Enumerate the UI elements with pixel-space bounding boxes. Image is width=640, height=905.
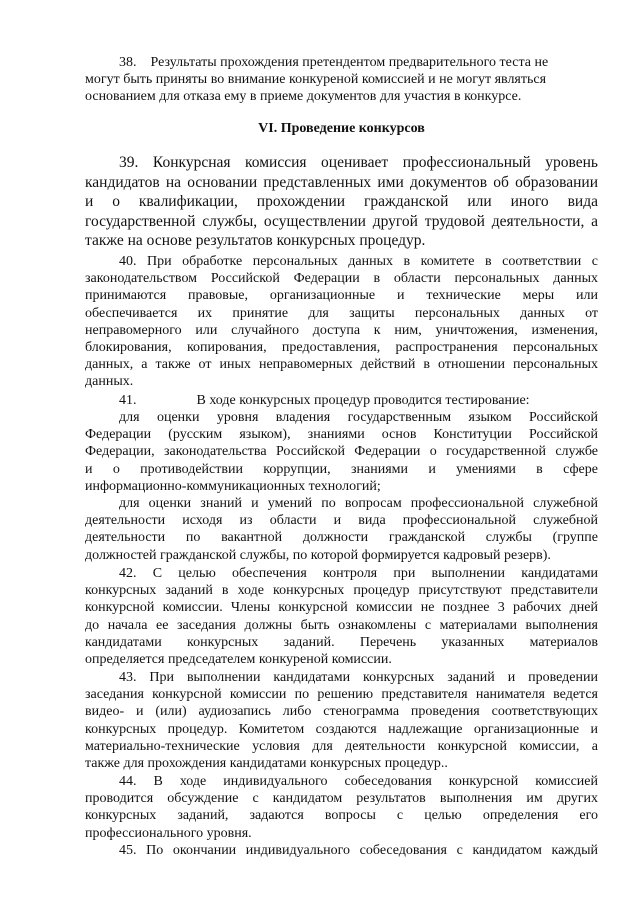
paragraph-line: также на основе результатов конкурсных процедур. (85, 232, 426, 250)
paragraph-line: деятельности исходя из области и вида профессиональной служебной (85, 513, 598, 529)
paragraph-45 (85, 842, 598, 859)
paragraph-line: конкурсных заданий, задаются вопросы с целью определения его (85, 808, 598, 824)
paragraph-line: профессионального уровня. (85, 825, 252, 841)
paragraph-line: 43. При выполнении кандидатами конкурсных заданий и проведении (119, 670, 598, 685)
paragraph-line: заседания конкурсной комиссии по решению представителя нанимателя ведется (85, 687, 598, 703)
paragraph-line: конкурсных заданий в ходе конкурсных процедур присутствуют представители (85, 583, 598, 599)
paragraph-line: материально-технические условия для деятельности конкурсной комиссии, а (85, 738, 598, 754)
paragraph-41b (85, 495, 598, 564)
paragraph-line: данных, а также от иных неправомерных действий в отношении персональных (85, 357, 598, 373)
paragraph-line: конкурсных процедур. Комитетом создаются надлежащие организационные и (85, 721, 598, 737)
paragraph-number: 41. (119, 393, 137, 408)
paragraph-number: 38. (119, 55, 137, 70)
paragraph-line: 40. При обработке персональных данных в комитете в соответствии с (119, 254, 598, 269)
paragraph-line: и о противодействии коррупции, знаниями и умениями в сфере (85, 461, 598, 477)
paragraph-line: для оценки знаний и умений по вопросам профессиональной служебной (119, 496, 598, 511)
paragraph-line: Федерации (русским языком), знаниями основ Конституции Российской (85, 427, 598, 443)
paragraph-line: неправомерного или случайного доступа к ним, уничтожения, изменения, (85, 322, 598, 338)
paragraph-38 (85, 54, 598, 106)
paragraph-39 (85, 153, 598, 251)
paragraph-line: для оценки уровня владения государственным языком Российской (119, 410, 598, 425)
paragraph-line: кандидатов на основании представленных ими документов об образовании (85, 173, 598, 191)
paragraph-line (85, 54, 598, 71)
paragraph-line: 42. С целью обеспечения контроля при выполнении кандидатами (119, 566, 598, 581)
paragraph-line: государственной службы, осуществлении другой трудовой деятельности, а (85, 212, 598, 230)
paragraph-line: 44. В ходе индивидуального собеседования конкурсной комиссией (119, 774, 598, 789)
paragraph-line: данных. (85, 374, 134, 390)
section-heading: VI. Проведение конкурсов (258, 121, 425, 136)
paragraph-line: информационно-коммуникационных технологий; (85, 478, 381, 494)
paragraph-line: блокирования, копирования, предоставления, распространения персональных (85, 340, 598, 356)
paragraph-line: кандидатами конкурсных заданий. Перечень указанных материалов (85, 634, 598, 650)
paragraph-text: Результаты прохождения претендентом предварительного теста не (150, 55, 549, 70)
paragraph-40 (85, 253, 598, 391)
paragraph-line: принимаются правовые, организационные и технические меры или (85, 288, 598, 304)
paragraph-44 (85, 773, 598, 842)
paragraph-43 (85, 669, 598, 772)
paragraph-42 (85, 565, 598, 668)
paragraph-line: 39. Конкурсная комиссия оценивает профессиональный уровень (119, 154, 598, 171)
paragraph-line: до начала ее заседания должны быть ознакомлены с материалами выполнения (85, 617, 598, 633)
paragraph-line: 45. По окончании индивидуального собеседования с кандидатом каждый (119, 843, 598, 858)
paragraph-line: обеспечивается их принятие для защиты персональных данных от (85, 305, 598, 321)
paragraph-text: В ходе конкурсных процедур проводится тестирование: (196, 393, 530, 408)
paragraph-line: проводится обсуждение с кандидатом результатов выполнения им других (85, 791, 598, 807)
paragraph-line: также для прохождения кандидатами конкурсных процедур.. (85, 756, 448, 772)
paragraph-line: видео- и (или) аудиозапись либо стенограмма проведения соответствующих (85, 704, 598, 720)
paragraph-line: основанием для отказа ему в приеме документов для участия в конкурсе. (85, 89, 522, 105)
paragraph-line: деятельности по вакантной должности гражданской службы (группе (85, 530, 598, 546)
paragraph-line: и о квалификации, прохождении гражданской или иного вида (85, 193, 598, 211)
paragraph-line: определяется председателем конкуреной комиссии. (85, 652, 392, 668)
paragraph-line: Федерации, законодательства Российской Федерации о государственной службе (85, 444, 598, 460)
paragraph-line: должностей гражданской службы, по которой формируется кадровый резерв). (85, 547, 551, 563)
paragraph-line (85, 392, 598, 409)
paragraph-line: конкурсной комиссии. Члены конкурсной комиссии не позднее 3 рабочих дней (85, 600, 598, 616)
paragraph-41a (85, 409, 598, 495)
paragraph-line: могут быть приняты во внимание конкуреной комиссией и не могут являться (85, 72, 547, 88)
paragraph-line: законодательством Российской Федерации в области персональных данных (85, 271, 598, 287)
paragraph-41-heading (85, 392, 598, 409)
